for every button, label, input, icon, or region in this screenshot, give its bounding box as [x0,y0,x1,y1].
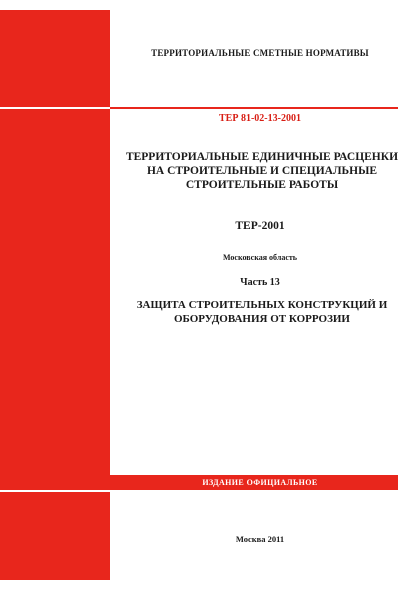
ter-edition: ТЕР-2001 [235,220,285,232]
document-subtitle [110,298,414,326]
part-number: Часть 13 [240,277,280,288]
series-header: ТЕРРИТОРИАЛЬНЫЕ СМЕТНЫЕ НОРМАТИВЫ [151,48,369,58]
red-side-bar [0,10,110,580]
document-title [110,150,414,192]
subtitle-line: ЗАЩИТА СТРОИТЕЛЬНЫХ КОНСТРУКЦИЙ И [136,299,388,311]
subtitle-line: ОБОРУДОВАНИЯ ОТ КОРРОЗИИ [174,313,350,325]
title-line: СТРОИТЕЛЬНЫЕ РАБОТЫ [185,179,339,191]
official-edition-label: ИЗДАНИЕ ОФИЦИАЛЬНОЕ [202,478,318,487]
region-label: Московская область [222,253,298,262]
top-rule-gap [0,107,110,109]
top-rule [110,107,398,109]
title-line: ТЕРРИТОРИАЛЬНЫЕ ЕДИНИЧНЫЕ РАСЦЕНКИ [125,151,399,163]
bottom-rule-gap [0,490,110,492]
document-code: ТЕР 81-02-13-2001 [219,113,301,124]
publication-place-year: Москва 2011 [235,534,285,544]
title-line: НА СТРОИТЕЛЬНЫЕ И СПЕЦИАЛЬНЫЕ [146,165,378,177]
